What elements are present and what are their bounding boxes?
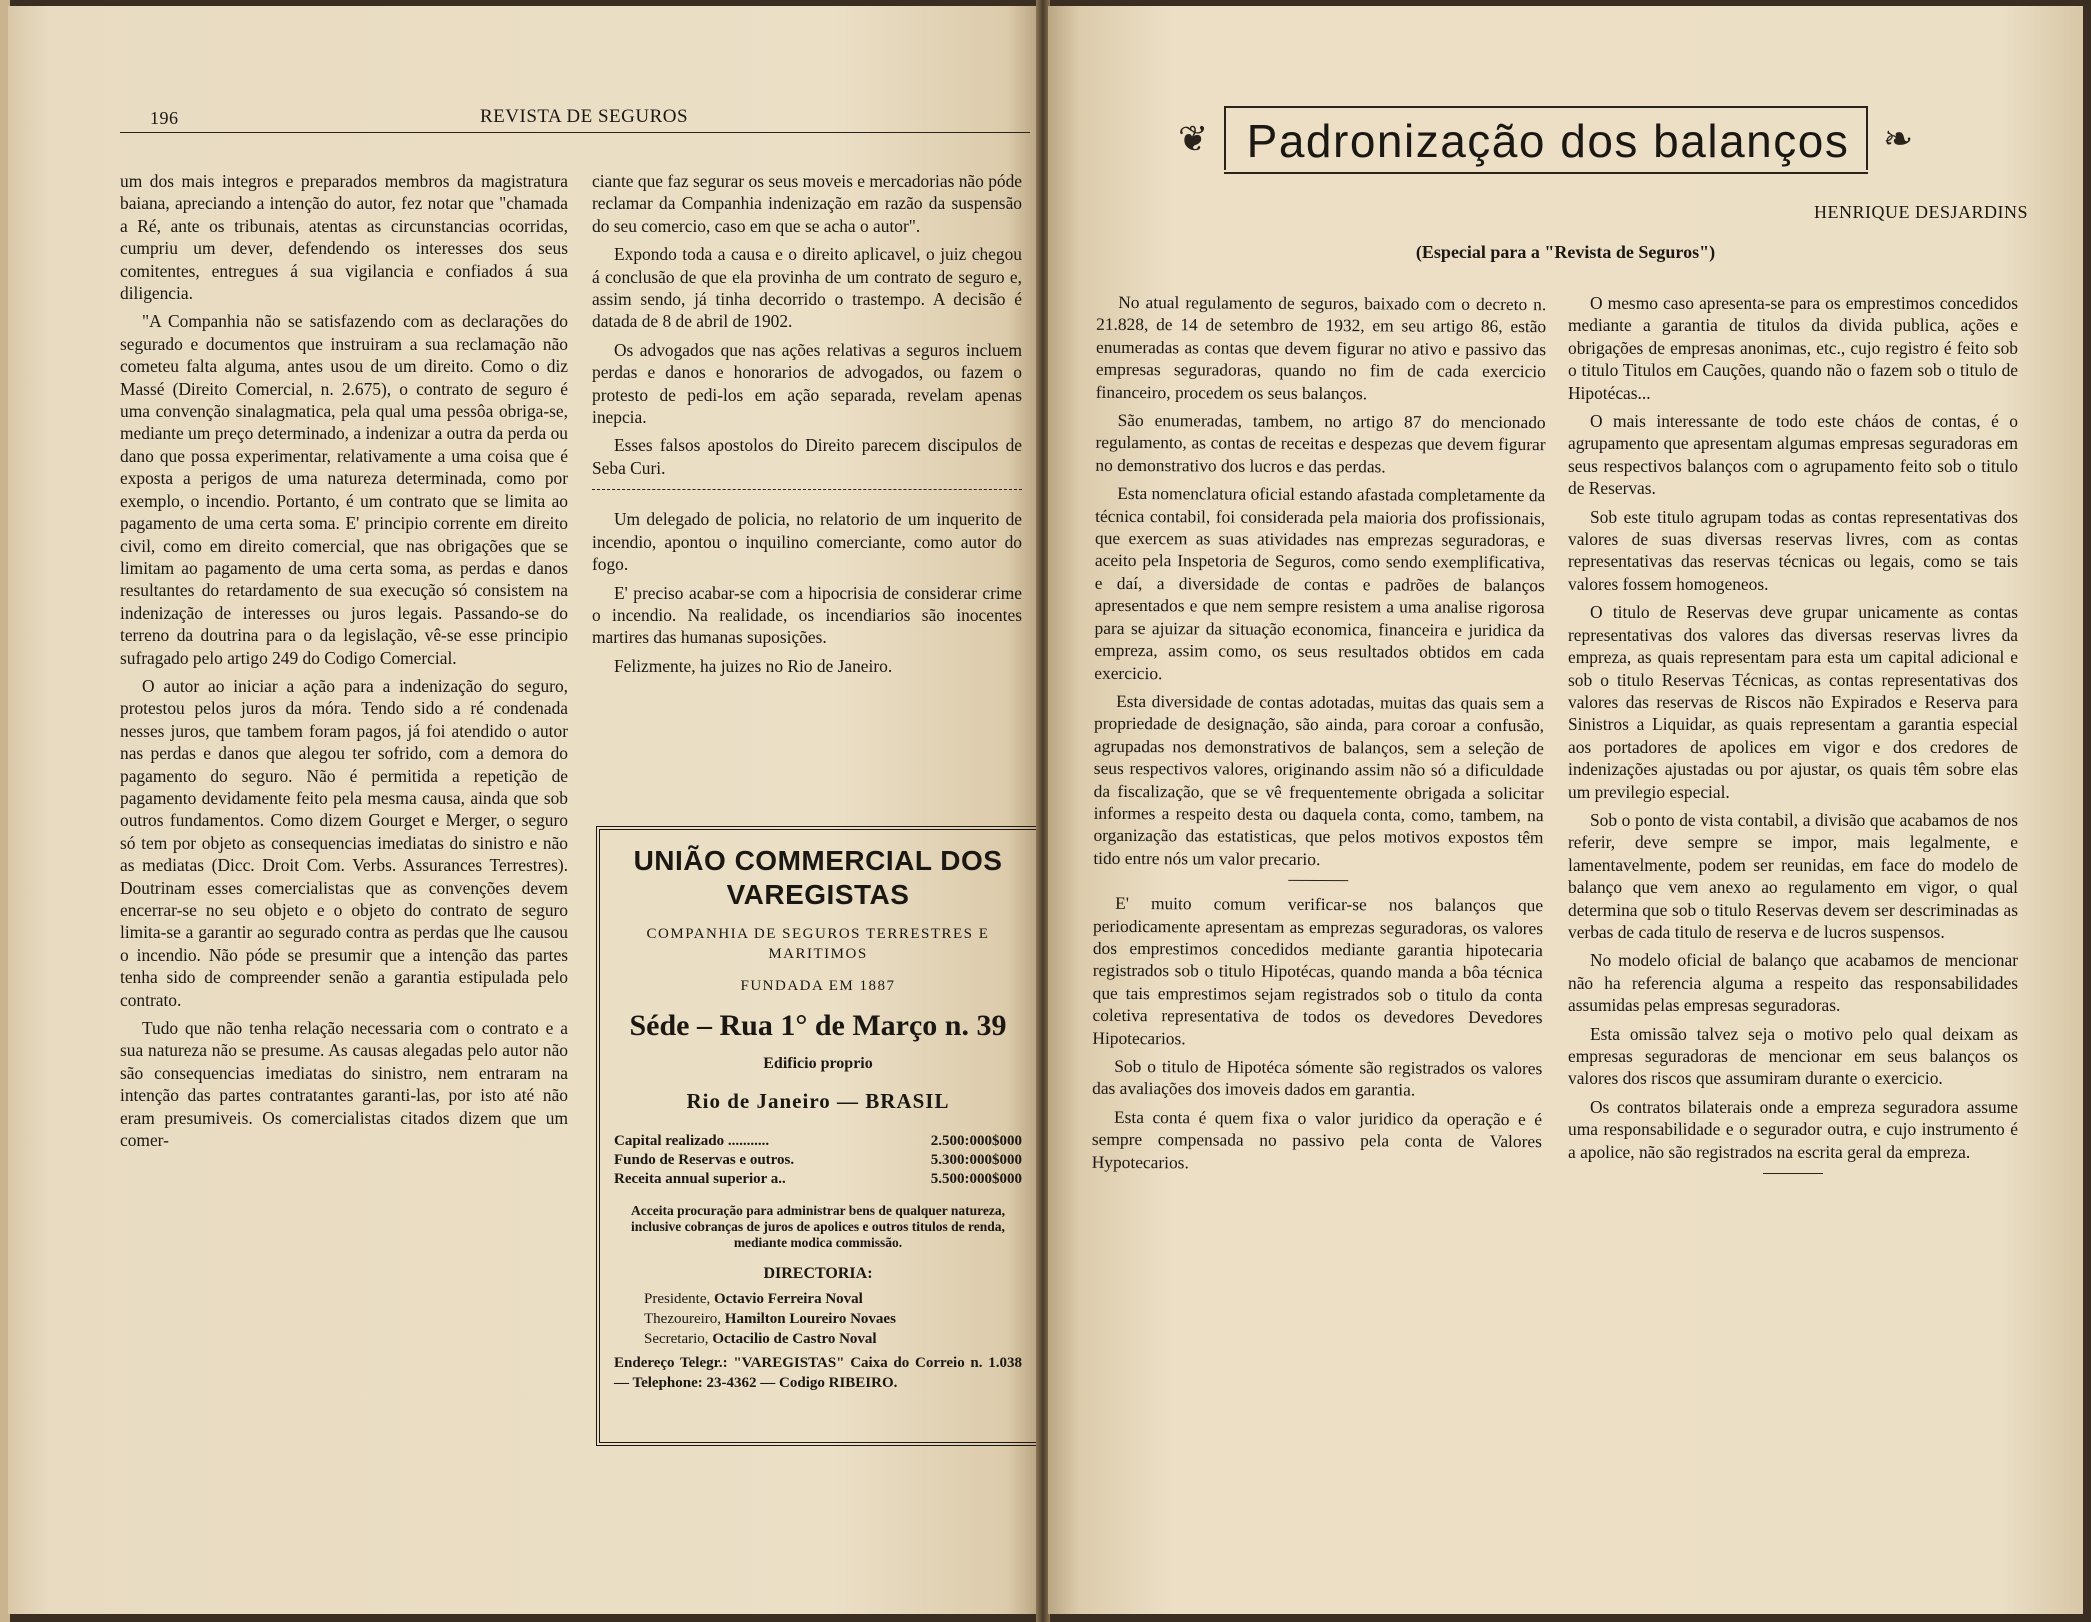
ad-contact: Endereço Telegr.: "VAREGISTAS" Caixa do Correio n. 1.038 — Telephone: 23-4362 — Codigo RIBEIRO. (614, 1355, 1022, 1391)
paragraph: O mais interessante de todo este cháos de contas, é o agrupamento que apresentam algumas empresas seguradoras em seus respectivos balanços com o agrupamento feito sob o titulo de Reservas. (1568, 411, 2018, 499)
paragraph: Esta diversidade de contas adotadas, muitas das quais sem a propriedade de designação, são ainda, para coroar a confusão, agrupadas nos demonstrativos de balanços, sem a seleção de seus respectivos valores, originando assim não só a dificuldade da fiscalização, que se vê frequentemente obrigada a solicitar informes a respeito desta ou daquela conta, como, tambem, na organização das estatisticas, que pelos motivos expostos têm tido entre nós um valor precario. (1093, 690, 1545, 869)
paragraph: O mesmo caso apresenta-se para os emprestimos concedidos mediante a garantia de titulos da divida publica, ações e obrigações de empresas anonimas, etc., cujo registro é feito sob o titulo Titulos em Cauções, quando não o fazem sob o titulo de Hipotécas... (1568, 293, 2018, 403)
section-divider (592, 489, 1022, 490)
paragraph: No atual regulamento de seguros, baixado com o decreto n. 21.828, de 14 de setembro de 1932, em seu artigo 86, estão enumeradas as contas que devem figurar no ativo e passivo das empresas seguradoras, quando no fim de cada exercicio financeiro, procedem os seus balanços. (1095, 291, 1547, 403)
paragraph: Esses falsos apostolos do Direito parecem discipulos de Seba Curi. (592, 435, 1022, 478)
paragraph: Esta nomenclatura oficial estando afastada completamente da técnica contabil, foi considerada pela maioria dos profissionais, que exercem as suas atividades nas emprezas seguradoras, e aceito pela Inspetoria de Seguros, como sendo exemplificativa, e daí, a diversidade de contas e padrões de balanços apresentados e que nem sempre resistem a uma analise rigorosa para se ajuizar da situação economica, financeira e juridica da empreza, assim como, os seus resultados obtidos em cada exercicio. (1094, 483, 1546, 683)
ad-company-name: UNIÃO COMMERCIAL DOS VAREGISTAS (633, 845, 1003, 910)
ad-financial-row (614, 1151, 1022, 1170)
paragraph: São enumeradas, tambem, no artigo 87 do mencionado regulamento, as contas de receitas e despezas que devem figurar no demonstrativo dos lucros e das perdas. (1095, 409, 1546, 477)
ad-director (614, 1289, 1022, 1309)
right-page (1048, 6, 2083, 1614)
ad-note: Acceita procuração para administrar bens de qualquer natureza, inclusive cobranças de juros de apolices e outros titulos de renda, mediante modica commissão. (631, 1203, 1005, 1250)
flourish-left-icon: ❦ (1178, 119, 1209, 159)
paragraph: E' preciso acabar-se com a hipocrisia de considerar crime o incendio. Na realidade, os incendiarios são inocentes martires das humanas suposições. (592, 582, 1022, 648)
ad-director-name: Octavio Ferreira Noval (713, 1291, 863, 1307)
article-title-box (1168, 100, 1928, 180)
ad-director-name: Octacilio de Castro Noval (712, 1331, 877, 1347)
paragraph: No modelo oficial de balanço que acabamos de mencionar não ha referencia alguma a respeito das responsabilidades assumidas pelas empresas seguradoras. (1568, 950, 2018, 1016)
right-column-1 (1092, 291, 1547, 1181)
paragraph: O autor ao iniciar a ação para a indenização do seguro, protestou pelos juros da móra. Tendo sido a ré condenada nesses juros, que tambem foram pagos, já foi atendido o autor nas perdas e danos que alegou ter sofrido, com a demora do pagamento do seguro. Não é permitida a repetição de pagamento devidamente feito pela mesma causa, ainda que sob outros fundamentos. Como dizem Gourget e Merger, o seguro só tem por objeto as consequencias imediatas do sinistro e não as mediatas (Dicc. Droit Com. Verbs. Assurances Terrestres). Doutrinam esses comercialistas que as convenções devem encerrar-se no seu objeto e o objeto do contrato de seguro limita-se a garantir ao segurado contra as perdas que lhe causou o incendio. Não póde se presumir que a intenção das partes tenha sido de compreender senão a garantia estipulada pelo contrato. (120, 675, 568, 1010)
ad-financial-row (614, 1132, 1022, 1151)
ad-financial-label: Receita annual superior a.. (614, 1171, 786, 1187)
flourish-right-icon: ❧ (1883, 119, 1914, 159)
paragraph: Os contratos bilaterais onde a empreza seguradora assume uma responsabilidade e o segurador outra, e cujo instrumento é a apolice, não são registrados na escrita geral da empreza. (1568, 1096, 2018, 1162)
paragraph: ciante que faz segurar os seus moveis e mercadorias não póde reclamar da Companhia indenização em razão da suspensão do seu comercio, caso em que se acha o autor". (592, 171, 1022, 236)
paragraph: Sob o ponto de vista contabil, a divisão que acabamos de nos referir, deve sempre se impor, mais legalmente, e lamentavelmente, podem ser reunidas, em face do modelo de balanço que vem anexo ao regulamento em vigor, o qual determina que sob o titulo Reservas devem ser descriminadas as verbas de cada titulo de reserva e de lucros suspensos. (1568, 809, 2018, 942)
ad-directory (614, 1289, 1022, 1393)
left-column-1 (120, 170, 568, 1157)
paragraph: Os advogados que nas ações relativas a seguros incluem perdas e danos e honorarios de advogados, ou fazem o protesto de pedi-los em ação separada, revelam apenas inepcia. (592, 339, 1022, 428)
paragraph: Esta conta é quem fixa o valor juridico da operação e é sempre compensada no passivo pela conta de Valores Hypotecarios. (1091, 1106, 1543, 1172)
article-dedication: (Especial para a "Revista de Seguros") (1415, 242, 1716, 262)
paragraph: Esta omissão talvez seja o motivo pelo qual deixam as empresas seguradoras de mencionar em seus balanços os valores dos riscos que assumiram durante o exercicio. (1568, 1023, 2018, 1089)
ad-seat-address: Séde – Rua 1° de Março n. 39 (629, 1009, 1007, 1042)
running-header (120, 104, 1030, 133)
paragraph: Sob este titulo agrupam todas as contas representativas dos valores de suas diversas reservas livres, com as contas representativas das reservas técnicas ou legais, como se tais valores fossem homogeneos. (1568, 506, 2018, 594)
paragraph: Um delegado de policia, no relatorio de um inquerito de incendio, apontou o inquilino comerciante, como autor do fogo. (592, 509, 1022, 575)
paragraph: Tudo que não tenha relação necessaria com o contrato e a sua natureza não se presume. As causas alegadas pelo autor não são consequencias imediatas do sinistro, nem entraram na intenção das partes contratantes garanti-las, por isto até não eram presumiveis. Os comercialistas citados dizem que um comer- (120, 1018, 568, 1151)
ad-director-name: Hamilton Loureiro Novaes (724, 1311, 896, 1327)
article-title: Padronização dos balanços (1246, 115, 1850, 167)
paragraph: "A Companhia não se satisfazendo com as declarações do segurado e documentos que instruiram a sua reclamação não cometeu falta alguma, antes usou de um direito. Como o diz Massé (Direito Comercial, n. 2.675), o contrato de seguro é uma convenção sinalagmatica, pela qual uma pessôa obriga-se, mediante um preço determinado, a indenizar a outra da perda ou dano que possa experimentar, relativamente a uma coisa que é exposta a perigos de uma natureza determinada, como por exemplo, o incendio. Portanto, é um contrato que se limita ao pagamento de uma certa soma. E' principio corrente em direito civil, como em direito comercial, que nas obrigações que se limitam ao pagamento de uma certa soma, as perdas e danos resultantes do retardamento de sua execução só consistem na indenização de interesses ou juros legais. Passando-se do terreno da doutrina para o da legislação, vê-se esse principio sufragado pelo artigo 249 do Codigo Comercial. (120, 311, 568, 668)
ad-city: Rio de Janeiro — BRASIL (686, 1089, 950, 1113)
ad-director-role: Presidente, (644, 1291, 711, 1307)
ad-directory-title: DIRECTORIA: (763, 1265, 873, 1282)
ad-director-role: Secretario, (644, 1331, 709, 1347)
insurance-advertisement (596, 826, 1038, 1446)
short-rule (1288, 880, 1348, 881)
title-underline (1224, 172, 1868, 174)
paragraph: Sob o titulo de Hipotéca sómente são registrados os valores das avaliações dos imoveis dados em garantia. (1092, 1055, 1543, 1100)
left-page (8, 6, 1038, 1614)
paragraph: O titulo de Reservas deve grupar unicamente as contas representativas dos valores das diversas reservas livres da empreza, as quais representam para esta um capital adicional e sob o titulo Reservas Técnicas, as contas representativas dos valores das reservas de Riscos não Expirados e Reserva para Sinistros a Liquidar, as quais representam a garantia especial aos portadores de apolices em vigor e dos credores de indenizações ajustadas ou por ajustar, os quais têm sobre elas um previlegio especial. (1568, 602, 2018, 802)
article-author: HENRIQUE DESJARDINS (1813, 202, 2028, 222)
ad-director-role: Thezoureiro, (644, 1311, 722, 1327)
page-number: 196 (150, 108, 179, 128)
ad-founded: FUNDADA EM 1887 (740, 978, 896, 994)
paragraph: Felizmente, ha juizes no Rio de Janeiro. (614, 655, 893, 676)
ad-building: Edificio proprio (763, 1055, 873, 1072)
ad-director (614, 1309, 1022, 1329)
ad-financial-label: Capital realizado ........... (614, 1133, 770, 1149)
short-rule (1763, 1173, 1823, 1174)
ad-subtitle: COMPANHIA DE SEGUROS TERRESTRES E MARITIMOS (646, 926, 990, 962)
ad-financials (614, 1132, 1022, 1189)
left-column-2 (592, 170, 1022, 683)
ad-financial-row (614, 1170, 1022, 1189)
paragraph: E' muito comum verificar-se nos balanços que periodicamente apresentam as emprezas seguradoras, os valores dos emprestimos concedidos mediante garantia hipotecaria registrados sob o titulo Hipotécas, quando manda a bôa técnica que tais emprestimos sejam registrados sob o titulo da conta coletiva representativa de todos os devedores Devedores Hipotecarios. (1092, 893, 1544, 1048)
paragraph: Expondo toda a causa e o direito aplicavel, o juiz chegou á conclusão de que ela provinha de um contrato de seguro e, assim sendo, já tinha decorrido o trastempo. A decisão é datada de 8 de abril de 1902. (592, 244, 1022, 332)
ad-financial-label: Fundo de Reservas e outros. (614, 1152, 795, 1168)
paragraph: um dos mais integros e preparados membros da magistratura baiana, apreciando a intenção do autor, fez notar que "chamada a Ré, ante os tribunais, atentas as circunstancias ocorridas, cumpriu um dever, defendendo os interesses dos seus comitentes, entregues á sua vigilancia e confiados á sua diligencia. (120, 171, 568, 304)
ad-financial-value: 2.500:000$000 (930, 1133, 1022, 1149)
ad-financial-value: 5.300:000$000 (930, 1152, 1022, 1168)
ad-director (614, 1329, 1022, 1349)
right-column-2 (1568, 292, 2018, 1186)
journal-title: REVISTA DE SEGUROS (480, 106, 689, 127)
ad-financial-value: 5.500:000$000 (930, 1171, 1022, 1187)
